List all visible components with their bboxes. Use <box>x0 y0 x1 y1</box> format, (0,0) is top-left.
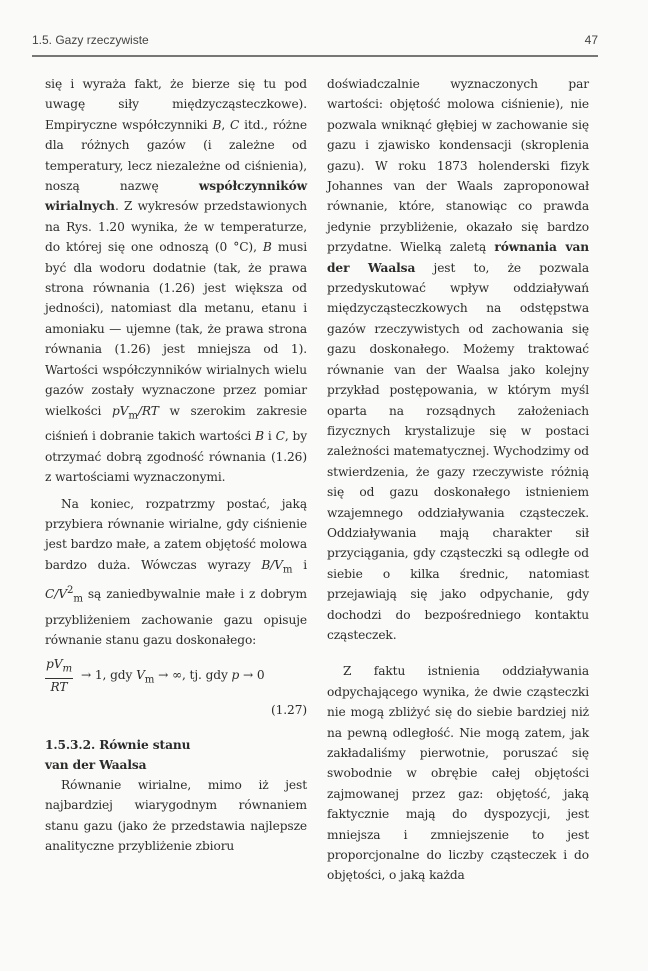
numerator: $pV_m$ <box>45 656 73 678</box>
left-column <box>45 74 307 856</box>
header-rule <box>32 55 598 57</box>
symbol: pV <box>111 403 129 418</box>
text: , by otrzymać dobrą zgodność równania (1.26) z wartościami wyznaczonymi. <box>45 429 307 485</box>
paragraph: Z faktu istnienia oddziaływania odpychającego wynika, że dwie cząsteczki nie mogą zbliżyć się do siebie bardziej niż na pewną odległość. Nie mogą zatem, jak zakładaliśmy pierwotnie, poruszać się swobodnie w obrębie całej objętości zajmowanej przez gaz: objętość, jaką faktycznie mają do dyspozycji, jest mniejsza i zmniejszenie to jest proporcjonalne do liczby cząsteczek i do objętości, o jaką każda <box>327 664 589 883</box>
text: , <box>221 117 230 132</box>
paragraph: Równanie wirialne, mimo iż jest najbardziej wiarygodnym równaniem stanu gazu (jako że przedstawia najlepsze analityczne przybliżenie zbioru <box>45 777 307 853</box>
section-heading: 1.5.3.2. Równie stanu van der Waalsa <box>45 737 191 772</box>
text: . Z wykresów przedstawionych na Rys. 1.20 wynika, że w temperaturze, do której się one odnoszą (0 °C), <box>45 199 307 255</box>
page-number: 47 <box>584 33 598 47</box>
text: doświadczalnie wyznaczonych par wartości: objętość molowa ciśnienie), nie pozwala wniknąć głębiej w zachowanie się gazu i zjawisko kondensacji (skroplenia gazu). W roku 1873 holenderski fizyk Johannes van der Waals zaproponował równanie, które, stanowiąc co prawda jedynie przybliżenie, okazało się bardzo przydatne. Wielką zaletą <box>327 77 589 255</box>
running-header <box>32 33 598 53</box>
fraction <box>45 656 73 695</box>
right-column <box>327 74 589 886</box>
symbol: C/V <box>45 586 67 601</box>
paragraph <box>327 74 589 645</box>
text: w szerokim zakresie ciśnień i dobranie takich wartości <box>45 403 308 444</box>
symbol: /RT <box>137 403 159 418</box>
subscript: m <box>73 593 83 605</box>
text: Na koniec, rozpatrzmy postać, jaką przybiera równanie wirialne, gdy ciśnienie jest bardzo małe, a zatem objętość molowa bardzo duża. Wówczas wyrazy <box>45 496 307 572</box>
text: i <box>263 429 276 444</box>
symbol: C <box>275 429 285 444</box>
denominator: RT <box>50 679 68 694</box>
term-bold: współczynników wirialnych <box>45 179 307 214</box>
term-bold: równania van der Waalsa <box>327 240 589 275</box>
subscript: m <box>128 409 138 421</box>
header-section-title: 1.5. Gazy rzeczywiste <box>32 33 149 47</box>
equation-number: (1.27) <box>270 703 307 718</box>
symbol: B/V <box>261 557 283 572</box>
paragraph <box>45 494 307 651</box>
symbol: B <box>262 240 272 255</box>
subscript: m <box>282 564 293 576</box>
text: się i wyraża fakt, że bierze się tu pod uwagę siły międzycząsteczkowe). Empiryczne współczynniki <box>45 77 307 132</box>
text: są zaniedbywalnie małe i z dobrym przybliżeniem zachowanie gazu opisuje równanie stanu gazu doskonałego: <box>45 586 307 647</box>
symbol: C <box>229 117 240 132</box>
text: i <box>292 557 307 572</box>
text: musi być dla wodoru dodatnie (tak, że prawa strona równania (1.26) jest większa od jedności), natomiast dla metanu, etanu i amoniaku — ujemne (tak, że prawa strona równania (1.26) jest mniejsza od 1). Wartości współczynników wirialnych wielu gazów zostały wyznaczone przez pomiar wielkości <box>45 240 308 418</box>
equation-rest: → 1, gdy $V_m$ → ∞, tj. gdy p → 0 <box>81 668 265 686</box>
text: jest to, że pozwala przedyskutować wpływ oddziaływań międzycząsteczkowych na odstępstwa gazów rzeczywistych od zachowania się gazu doskonałego. Możemy traktować równanie van der Waalsa jako kolejny przykład postępowania, w którym myśl oparta na rozsądnych założeniach fizycznych krystalizuje się w postaci zależności matematycznej. Wychodzimy od stwierdzenia, że gazy rzeczywiste różnią się od gazu doskonałego istnieniem wzajemnego oddziaływania cząsteczek. Oddziaływania mają charakter sił przyciągania, gdy cząsteczki są odległe od siebie o kilka średnic, natomiast przejawiają się jako odpychanie, gdy dochodzi do bezpośredniego kontaktu cząsteczek. <box>327 260 590 642</box>
paragraph <box>45 74 307 488</box>
symbol: B <box>212 117 222 132</box>
superscript: 2 <box>66 584 74 596</box>
symbol: B <box>255 429 264 444</box>
text: itd., różne dla różnych gazów (i zależne od temperatury, lecz niezależne od ciśnienia), noszą nazwę <box>45 117 307 194</box>
equation <box>45 656 307 698</box>
